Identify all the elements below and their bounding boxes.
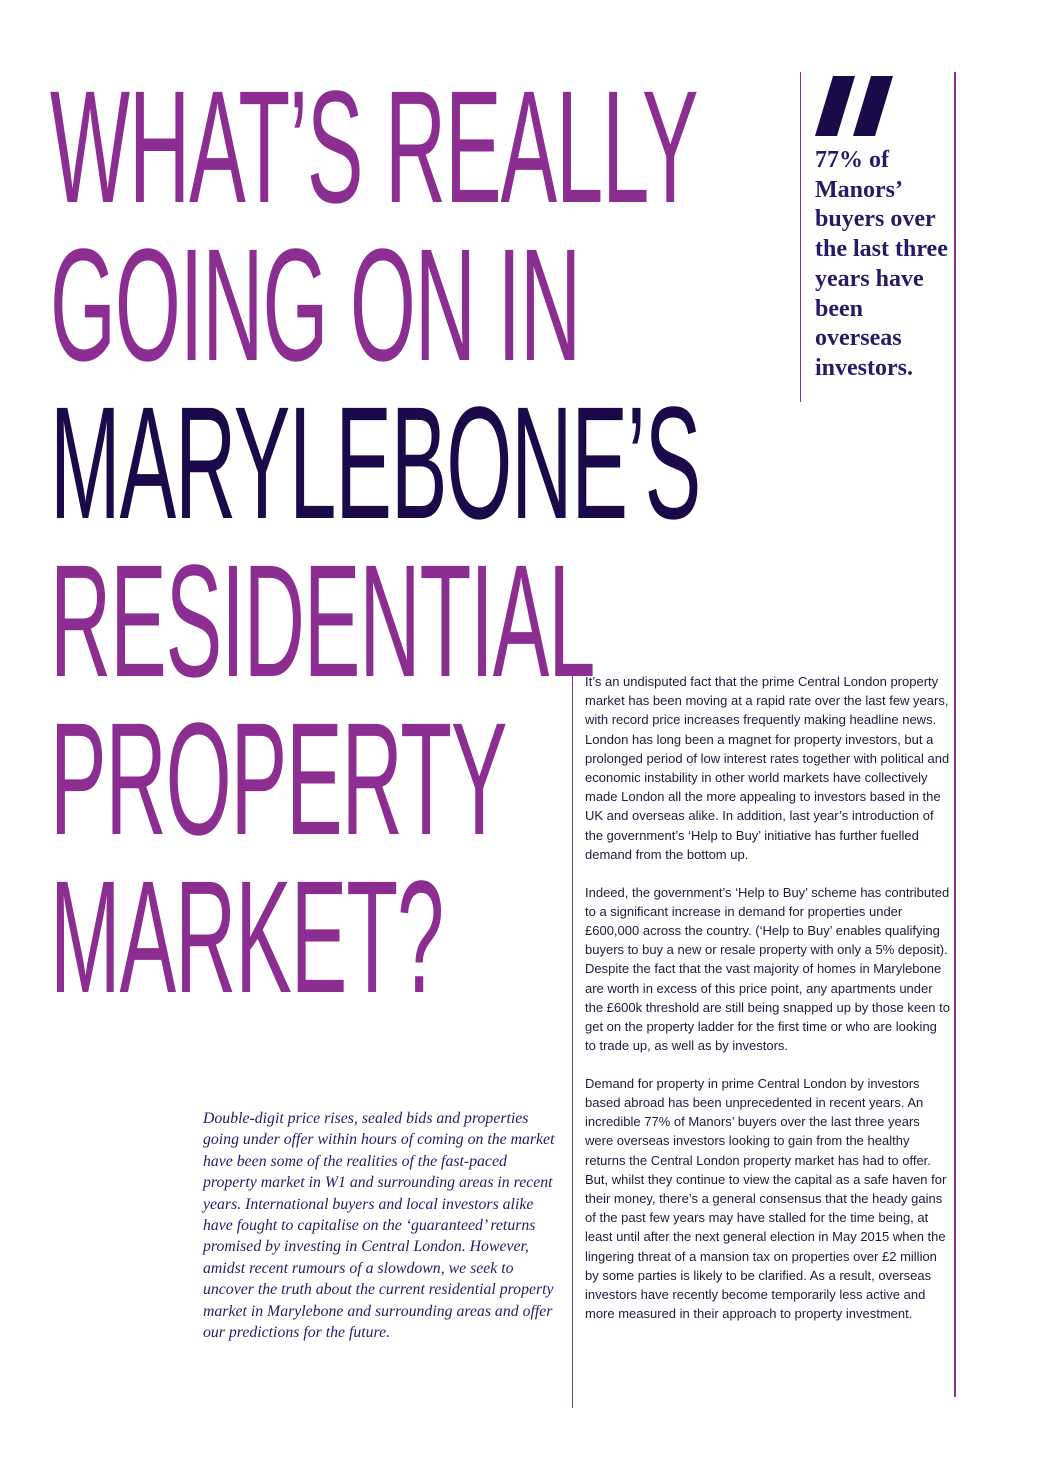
pull-quote [800, 72, 957, 402]
headline-line-2: GOING ON IN [50, 215, 581, 394]
headline-line-1: WHAT’S REALLY [50, 57, 698, 236]
headline-line-6: MARKET? [50, 847, 444, 1026]
headline-line-3: MARYLEBONE’S [50, 373, 701, 552]
column-divider [954, 72, 956, 1397]
double-quote-icon [815, 76, 893, 136]
headline-line-5: PROPERTY [50, 689, 507, 868]
headline-line-4: RESIDENTIAL [50, 531, 595, 710]
body-paragraph: Indeed, the government’s ‘Help to Buy’ scheme has contributed to a significant increase in demand for properties under £600,000 across the country. (‘Help to Buy’ enables qualifying buyers to buy a new or resale property with only a 5% deposit). Despite the fact that the vast majority of homes in Marylebone are worth in excess of this price point, any apartments under the £600k threshold are still being snapped up by those keen to get on the property ladder for the first time or who are looking to trade up, as well as by investors. [585, 884, 950, 1054]
body-text-column [572, 672, 951, 1408]
pull-quote-text: 77% of Manors’ buyers over the last three years have been overseas investors. [815, 147, 948, 381]
intro-paragraph: Double-digit price rises, sealed bids and properties going under offer within hours of coming on the market have been some of the realities of the fast-paced property market in W1 and surrounding areas in recent years. International buyers and local investors alike have fought to capitalise on the ‘guaranteed’ returns promised by investing in Central London. However, amidst recent rumours of a slowdown, we seek to uncover the truth about the current residential property market in Marylebone and surrounding areas and offer our predictions for the future. [203, 1110, 555, 1342]
body-paragraph: Demand for property in prime Central London by investors based abroad has been unprecedented in recent years. An incredible 77% of Manors’ buyers over the last three years were overseas investors looking to gain from the healthy returns the Central London property market has had to offer. But, whilst they continue to view the capital as a safe haven for their money, there’s a general consensus that the heady gains of the past few years may have stalled for the time being, at least until after the next general election in May 2015 when the lingering threat of a mansion tax on properties over £2 million by some parties is likely to be clarified. As a result, overseas investors have recently become temporarily less active and more measured in their approach to property investment. [585, 1075, 947, 1322]
body-paragraph: It’s an undisputed fact that the prime Central London property market has been moving at a rapid rate over the last few years, with record price increases frequently making headline news. London has long been a magnet for property investors, but a prolonged period of low interest rates together with political and economic instability in other world markets have collectively made London all the more appealing to investors based in the UK and overseas alike. In addition, last year’s introduction of the government’s ‘Help to Buy’ initiative has further fuelled demand from the bottom up. [585, 674, 950, 862]
